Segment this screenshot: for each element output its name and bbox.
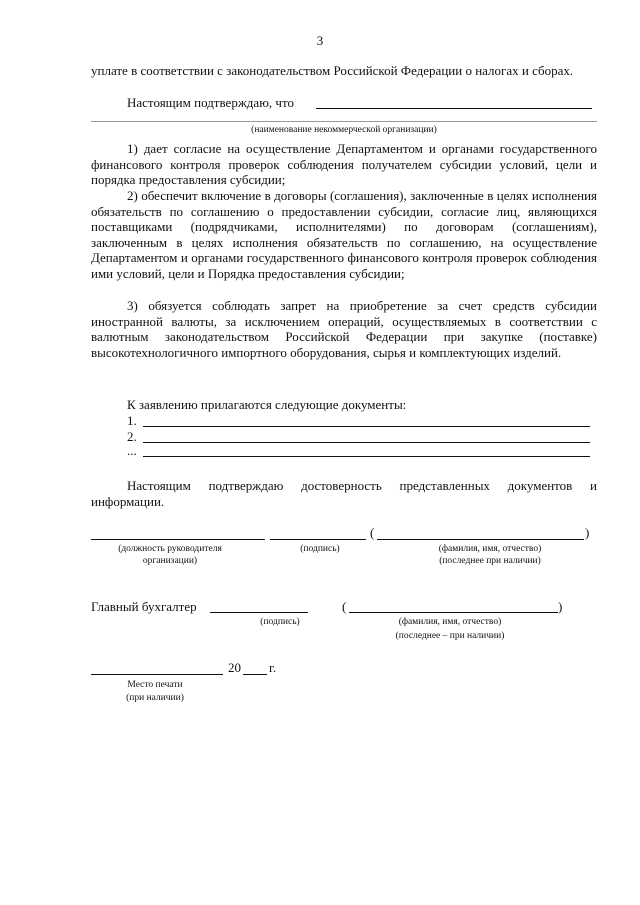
accountant-name-caption: (фамилия, имя, отчество) [398,617,502,627]
item-2: 2) обеспечит включение в договоры (соглашения), заключенные в целях исполнения обязательств по соглашению о предоставлении субсидии, согласие лиц, являющихся поставщиками (подрядчиками, исполнителями) по договорам (соглашениям), заключенным в целях исполнения обязательств по соглашению, на осуществление Департаментом и органами государственного финансового контроля проверок соблюдения ими условий, цели и Порядка предоставления субсидии; [91,188,597,281]
attachments-title: К заявлению прилагаются следующие документы: [127,397,407,412]
attachment-marker-1: 1. [127,413,137,428]
intro-continuation: уплате в соответствии с законодательством Российской Федерации о налогах и сборах. [91,63,574,78]
page-number: 3 [316,33,324,48]
accountant-name-caption-2: (последнее – при наличии) [395,631,505,641]
head-name-caption: (фамилия, имя, отчество) [438,544,542,554]
attachment-line-1[interactable] [143,426,590,427]
head-position-caption: (должность руководителя организации) [118,544,222,566]
stamp-caption: Место печати [127,680,183,690]
accountant-signature-caption: (подпись) [260,617,300,627]
date-line[interactable] [91,674,223,675]
org-name-line-2[interactable] [91,121,597,122]
confirm-prefix: Настоящим подтверждаю, что [127,95,294,110]
accountant-close-paren: ) [558,599,563,614]
attachment-line-3[interactable] [143,456,590,457]
year-prefix: 20 [228,660,241,675]
year-line[interactable] [243,674,267,675]
accountant-name-line[interactable] [349,612,558,613]
head-name-line[interactable] [377,539,584,540]
stamp-caption-2: (при наличии) [126,693,184,703]
item-3: 3) обязуется соблюдать запрет на приобретение за счет средств субсидии иностранной валюты, за исключением операций, осуществляемых в соответствии с валютным законодательством Российской Федерации при закупке (поставке) высокотехнологичного импортного оборудования, сырья и комплектующих изделий. [91,298,597,360]
head-signature-line[interactable] [270,539,366,540]
head-position-line[interactable] [91,539,265,540]
head-signature-caption: (подпись) [300,544,340,554]
head-name-open-paren: ( [370,525,375,540]
accountant-open-paren: ( [342,599,347,614]
head-name-close-paren: ) [585,525,590,540]
org-caption: (наименование некоммерческой организации) [251,125,437,135]
authenticity-text: Настоящим подтверждаю достоверность представленных документов и информации. [91,478,597,509]
year-suffix: г. [269,660,277,675]
item-1: 1) дает согласие на осуществление Департаментом и органами государственного финансового контроля проверок соблюдения получателем субсидии условий, цели и порядка предоставления субсидии; [91,141,597,188]
head-name-caption-2: (последнее при наличии) [439,556,541,566]
attachment-marker-3: ... [127,443,137,458]
accountant-signature-line[interactable] [210,612,308,613]
attachment-line-2[interactable] [143,442,590,443]
attachment-marker-2: 2. [127,429,137,444]
accountant-label: Главный бухгалтер [91,599,197,614]
org-name-line[interactable] [316,108,592,109]
